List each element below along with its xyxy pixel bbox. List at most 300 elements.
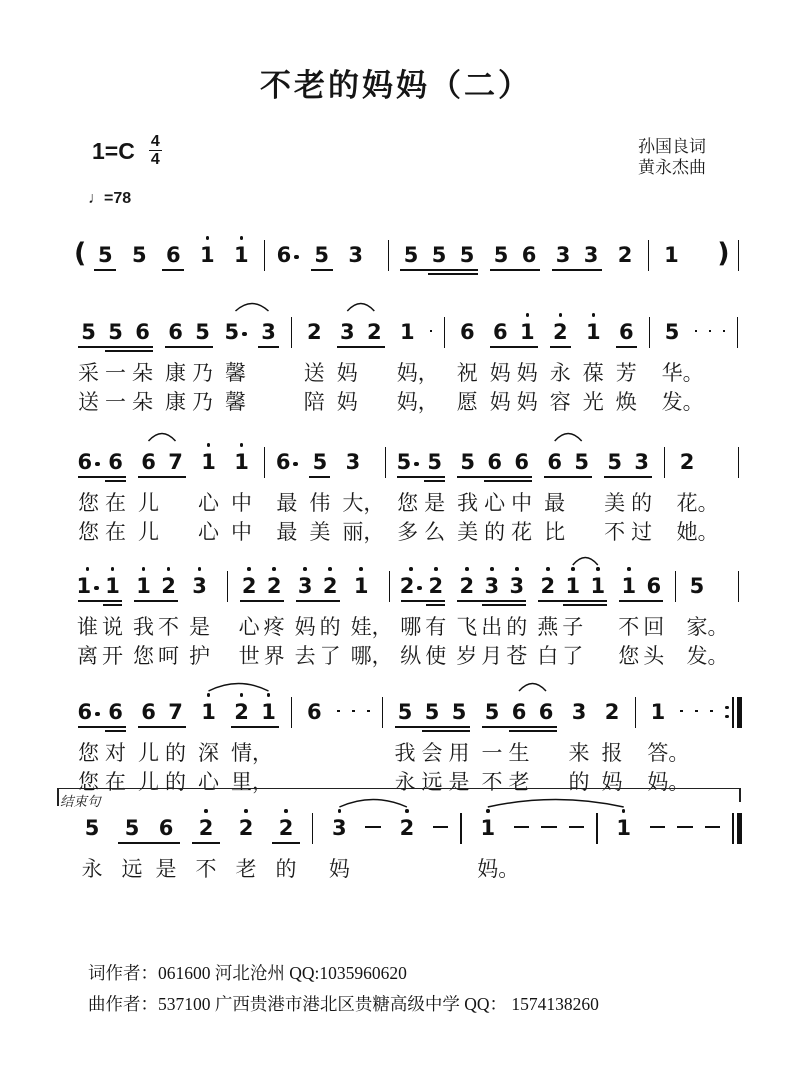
slur-layer: [72, 548, 744, 574]
note: [334, 320, 361, 354]
dash-line: [709, 330, 711, 332]
note: [75, 574, 100, 608]
note-group: [535, 574, 610, 608]
note-digit: 3: [509, 574, 525, 598]
lyric-syllable: 永: [549, 361, 571, 385]
note-digit: 5: [607, 450, 622, 474]
note-group: [135, 450, 189, 484]
dash-line: [430, 330, 432, 332]
note-digit: 6: [538, 700, 554, 724]
lyric-syllable: 界: [263, 644, 285, 668]
note-group: [162, 320, 216, 354]
rhythm-underline: [105, 350, 153, 352]
rhythm-underline: [138, 726, 186, 728]
lyric-syllable: 妈: [489, 361, 511, 385]
lyric-syllable: 的: [165, 770, 186, 794]
note-digit: 5: [451, 700, 467, 724]
note: [454, 450, 481, 484]
slur-arc: [555, 434, 582, 442]
note: [481, 450, 508, 484]
barline: [291, 317, 292, 348]
note-group: [390, 816, 424, 850]
note-digit: 1: [664, 243, 679, 267]
octave-dot: [240, 236, 244, 240]
barline: [596, 813, 597, 844]
note: [159, 243, 187, 277]
lyric-syllable: 发。: [686, 644, 729, 668]
rhythm-underline: [231, 726, 279, 728]
note-digit: 3: [555, 243, 571, 267]
lyric-syllable: 老: [508, 770, 530, 794]
note: [274, 243, 302, 277]
lyric-syllable: 呵: [158, 644, 179, 668]
note-group: [684, 574, 709, 608]
note-digit: 6: [276, 243, 292, 267]
lyric-syllable: 纵: [400, 644, 422, 668]
note: [419, 700, 446, 734]
lyric-syllable: 里，: [231, 770, 273, 794]
note-digit: 1: [261, 700, 276, 724]
slur-arc: [573, 558, 598, 566]
lyric-syllable: 心: [238, 615, 260, 639]
note: [162, 450, 189, 484]
dash-line: [514, 826, 530, 828]
barline: [649, 317, 650, 348]
lyric-syllable: 美: [457, 520, 479, 544]
lyric-syllable: 报: [601, 741, 623, 765]
note-digit: 1: [234, 450, 249, 474]
note-digit: 2: [238, 816, 254, 840]
octave-dot: [515, 567, 519, 571]
lyric-syllable: 我: [394, 741, 416, 765]
octave-dot: [247, 567, 251, 571]
lyric-syllable: 心: [198, 770, 219, 794]
note-digit: 2: [234, 700, 249, 724]
note-digit: 5: [396, 450, 412, 474]
note: [361, 320, 388, 354]
note: [547, 320, 574, 354]
note-digit: 2: [604, 700, 620, 724]
note-group: [471, 816, 505, 850]
note-digit: 2: [540, 574, 556, 598]
note-digit: 7: [168, 450, 183, 474]
rhythm-underline: [103, 604, 122, 606]
octave-dot: [240, 693, 244, 697]
note-dash: [429, 816, 453, 848]
composer-contact: 曲作者：537100 广西贵港市港北区贵糖高级中学 QQ： 1574138260: [88, 994, 599, 1014]
note-group: [255, 320, 282, 354]
note-group: [75, 700, 129, 734]
note: [129, 320, 156, 354]
dash-line: [677, 826, 693, 828]
note: [453, 243, 481, 277]
octave-dot: [328, 567, 332, 571]
note-group: [454, 320, 481, 354]
lyric-syllable: 妈: [336, 361, 358, 385]
lyric-syllable: 乃: [192, 361, 213, 385]
lyric-syllable: 中: [511, 491, 533, 515]
lyric-syllable: 是: [189, 615, 210, 639]
lyrics-row-1: [72, 853, 744, 879]
lyric-syllable: 儿: [138, 741, 159, 765]
lyric-syllable: 美: [604, 491, 626, 515]
note-group: [392, 700, 473, 734]
note-dash: [721, 574, 723, 606]
lyricist-contact: 词作者：061600 河北沧州 QQ:1035960620: [88, 963, 407, 983]
lyric-syllable: 华。: [661, 361, 704, 385]
lyric-syllable: 谁: [77, 615, 98, 639]
note: [392, 700, 419, 734]
note-group: [228, 450, 255, 484]
dash-line: [541, 826, 557, 828]
rhythm-underline: [309, 476, 330, 478]
note-digit: 2: [266, 574, 282, 598]
note-dash: [691, 700, 702, 732]
lyric-syllable: 回: [643, 615, 665, 639]
lyric-syllable: 离: [77, 644, 98, 668]
note-dash: [708, 243, 713, 275]
dot: [725, 715, 729, 719]
note-digit: 5: [195, 320, 210, 344]
note-digit: 5: [81, 320, 96, 344]
rhythm-underline: [78, 476, 126, 478]
rhythm-underline: [424, 480, 445, 482]
note-digit: 6: [307, 700, 322, 724]
tempo-marking: ♩=78: [88, 190, 132, 207]
note-group: [601, 450, 655, 484]
note-digit: 5: [108, 320, 123, 344]
note-dash: [510, 816, 534, 848]
slur-layer: [72, 424, 744, 450]
note-digit: 6: [135, 320, 150, 344]
lyric-syllable: 妈: [516, 361, 538, 385]
note-dash: [646, 816, 670, 848]
note-digit: 2: [366, 320, 382, 344]
note-group: [398, 574, 448, 608]
note-digit: 3: [192, 574, 207, 598]
thin-bar: [732, 813, 734, 844]
lyric-syllable: 来: [568, 741, 590, 765]
rhythm-underline: [337, 346, 385, 348]
rhythm-underline: [105, 480, 126, 482]
note-digit: 3: [339, 320, 355, 344]
note-digit: 1: [201, 450, 216, 474]
note: [641, 574, 666, 608]
lyric-syllable: 一: [481, 741, 503, 765]
note: [659, 320, 686, 354]
note-group: [269, 816, 303, 850]
lyric-syllable: 世: [238, 644, 260, 668]
lyric-syllable: 用: [448, 741, 470, 765]
note: [577, 243, 605, 277]
note: [580, 320, 607, 354]
dash-line: [433, 826, 449, 828]
lyric-syllable: 伟: [309, 491, 331, 515]
note: [342, 243, 370, 277]
note-digit: 1: [76, 574, 92, 598]
note-group: [189, 816, 223, 850]
rhythm-underline: [258, 346, 279, 348]
lyric-syllable: 老: [235, 857, 257, 881]
note: [306, 450, 333, 484]
lyric-syllable: 有: [425, 615, 447, 639]
barline: [382, 697, 383, 728]
note-dash: [691, 320, 701, 352]
ending-bracket: [57, 788, 741, 811]
note-digit: 1: [136, 574, 151, 598]
note-digit: 1: [105, 574, 120, 598]
note-group: [193, 243, 221, 277]
lyric-syllable: 妈，: [396, 361, 439, 385]
parenthesis: (: [74, 238, 87, 269]
augmentation-dot: [242, 332, 247, 337]
repeat-dots: [725, 702, 729, 724]
lyric-syllable: 您: [78, 491, 99, 515]
lyric-syllable: 不: [158, 615, 179, 639]
dash-line: [705, 826, 721, 828]
note-group: [613, 320, 640, 354]
note: [229, 816, 263, 850]
note-digit: 5: [224, 320, 240, 344]
note-digit: 2: [306, 320, 322, 344]
note: [135, 700, 162, 734]
note-digit: 5: [689, 574, 705, 598]
note-group: [306, 450, 333, 484]
lyric-syllable: 在: [105, 491, 126, 515]
lyric-syllable: 花: [511, 520, 533, 544]
lyric-syllable: 您: [78, 520, 99, 544]
note-dash: [705, 320, 715, 352]
lyric-syllable: 哪: [400, 615, 422, 639]
lyric-syllable: 一: [105, 361, 126, 385]
note: [628, 450, 655, 484]
note-dash: [673, 816, 697, 848]
note-dash: [724, 450, 729, 482]
augmentation-dot: [95, 462, 100, 467]
note-group: [349, 574, 374, 608]
note: [394, 320, 421, 354]
slur-layer: [72, 674, 744, 700]
note-dash: [714, 574, 716, 606]
octave-dot: [465, 567, 469, 571]
note-group: [301, 320, 328, 354]
barline: [737, 317, 738, 348]
music-system-6: [72, 816, 744, 916]
note-group: [75, 574, 125, 608]
lyric-syllable: 送: [303, 361, 325, 385]
note-digit: 2: [459, 574, 475, 598]
lyric-syllable: 是: [155, 857, 177, 881]
note: [684, 574, 709, 608]
note-dash: [690, 243, 695, 275]
rhythm-underline: [482, 726, 557, 728]
note-digit: 3: [583, 243, 599, 267]
rhythm-underline: [616, 346, 637, 348]
note-group: [187, 574, 212, 608]
lyric-syllable: 丽，: [342, 520, 385, 544]
note-group: [607, 816, 641, 850]
rhythm-underline: [428, 273, 478, 275]
note-group: [334, 320, 388, 354]
note-digit: 6: [141, 700, 156, 724]
dash-line: [569, 826, 585, 828]
lyric-syllable: 苍: [506, 644, 528, 668]
note: [115, 816, 149, 850]
lyric-syllable: 发。: [661, 390, 704, 414]
rhythm-underline: [490, 269, 540, 271]
note-group: [657, 243, 685, 277]
music-system-2: [72, 320, 744, 420]
note: [397, 243, 425, 277]
lyric-syllable: 馨: [225, 390, 246, 414]
note: [75, 816, 109, 850]
barline: [444, 317, 445, 348]
note-group: [397, 243, 481, 277]
note: [613, 320, 640, 354]
lyrics-row-1: [72, 611, 744, 637]
note-group: [342, 243, 370, 277]
lyric-syllable: 生: [508, 741, 530, 765]
lyric-syllable: 远: [121, 857, 143, 881]
lyric-syllable: 中: [231, 491, 252, 515]
note: [398, 574, 423, 608]
lyric-syllable: 朵: [132, 361, 153, 385]
note-digit: 5: [431, 243, 447, 267]
lyric-syllable: 对: [105, 741, 126, 765]
rhythm-underline: [94, 269, 116, 271]
note: [560, 574, 585, 608]
rhythm-underline: [509, 730, 557, 732]
note-group: [159, 243, 187, 277]
note-group: [580, 320, 607, 354]
note: [255, 320, 282, 354]
slur-arc: [209, 684, 269, 692]
octave-dot: [526, 313, 530, 317]
note-digit: 5: [312, 450, 328, 474]
rhythm-underline: [552, 269, 602, 271]
lyric-syllable: 燕: [537, 615, 559, 639]
note: [568, 450, 595, 484]
lyric-syllable: 妈，: [396, 390, 439, 414]
note-digit: 3: [332, 816, 347, 840]
note-group: [229, 816, 263, 850]
note-dash: [363, 700, 374, 732]
thick-bar: [737, 813, 742, 844]
note-dash: [348, 700, 359, 732]
note-digit: 6: [158, 816, 174, 840]
dash-line: [710, 710, 713, 712]
note-digit: 6: [514, 450, 529, 474]
lyric-syllable: 祝: [456, 361, 478, 385]
note-group: [293, 574, 343, 608]
note-group: [487, 243, 543, 277]
rhythm-underline: [538, 600, 607, 602]
octave-dot: [142, 567, 146, 571]
note-group: [125, 243, 153, 277]
note-dash: [426, 320, 436, 352]
note: [149, 816, 183, 850]
note: [508, 450, 535, 484]
note-group: [301, 700, 328, 734]
note-dash: [676, 700, 687, 732]
lyric-syllable: 使: [425, 644, 447, 668]
note-group: [487, 320, 541, 354]
rhythm-underline: [134, 600, 178, 602]
note-group: [91, 243, 119, 277]
note: [599, 700, 626, 734]
note-digit: 2: [617, 243, 633, 267]
time-denominator: 4: [150, 151, 160, 168]
note: [487, 243, 515, 277]
note: [301, 320, 328, 354]
octave-dot: [167, 567, 171, 571]
note-group: [115, 816, 183, 850]
lyric-syllable: 深: [198, 741, 219, 765]
note: [479, 574, 504, 608]
note-group: [611, 243, 639, 277]
lyric-syllable: 开: [102, 644, 123, 668]
note-digit: 6: [141, 450, 156, 474]
note-digit: 1: [585, 320, 601, 344]
note-digit: 6: [166, 243, 181, 267]
note: [195, 700, 222, 734]
note: [535, 574, 560, 608]
rhythm-underline: [78, 600, 122, 602]
note-group: [273, 450, 300, 484]
note-digit: 5: [403, 243, 419, 267]
lyric-syllable: 您: [397, 491, 419, 515]
lyrics-row-2: [72, 516, 744, 542]
note-digit: 1: [234, 243, 249, 267]
note-dash: [537, 816, 561, 848]
note: [607, 816, 641, 850]
note-digit: 1: [200, 243, 215, 267]
dash-line: [680, 710, 683, 712]
slur-arc: [149, 434, 176, 442]
note: [585, 574, 610, 608]
note-digit: 6: [77, 450, 93, 474]
lyric-syllable: 出: [481, 615, 503, 639]
rhythm-underline: [118, 842, 180, 844]
note: [273, 450, 300, 484]
note-digit: 6: [492, 320, 508, 344]
lyric-syllable: 愿: [456, 390, 478, 414]
lyric-syllable: 疼: [263, 615, 285, 639]
lyric-syllable: 永: [394, 770, 416, 794]
note-digit: 5: [132, 243, 147, 267]
lyric-syllable: 葆: [582, 361, 604, 385]
octave-dot: [198, 567, 202, 571]
notes-row: [72, 574, 744, 608]
note-digit: 6: [618, 320, 634, 344]
rhythm-underline: [604, 476, 652, 478]
note-digit: 5: [664, 320, 680, 344]
note-dash: [565, 816, 589, 848]
note-digit: 7: [168, 700, 183, 724]
note-digit: 2: [278, 816, 294, 840]
parenthesis: ): [717, 238, 730, 269]
note: [421, 450, 448, 484]
note-group: [547, 320, 574, 354]
note-digit: 5: [397, 700, 413, 724]
rhythm-underline: [78, 346, 153, 348]
lyric-syllable: 情，: [231, 741, 273, 765]
note: [566, 700, 593, 734]
octave-dot: [207, 693, 211, 697]
note: [657, 243, 685, 277]
lyric-syllable: 您: [78, 741, 99, 765]
lyric-syllable: 不: [481, 770, 503, 794]
